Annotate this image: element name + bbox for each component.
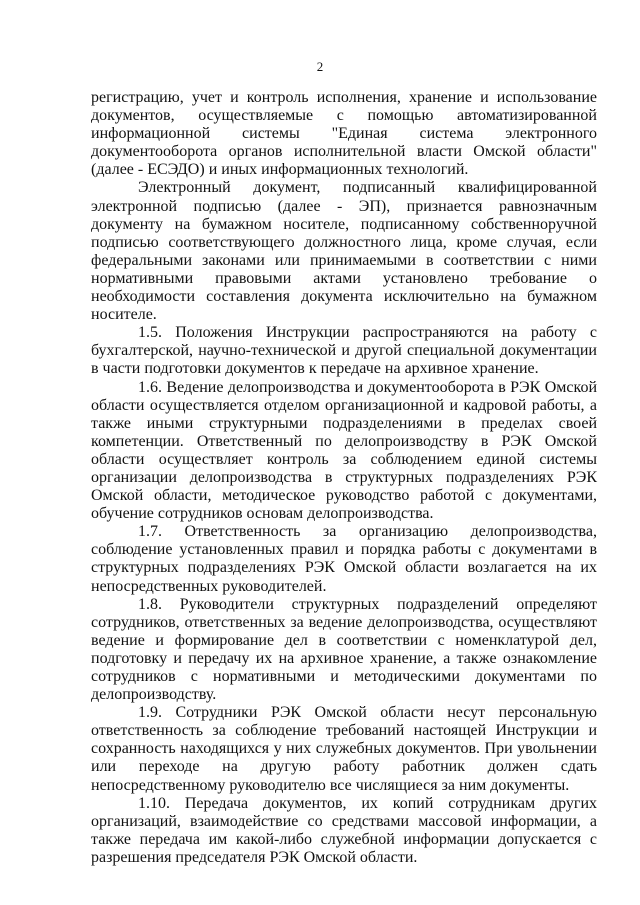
- paragraph-1-6: 1.6. Ведение делопроизводства и документооборота в РЭК Омской области осуществляется отделом организационной и кадровой работы, а также иными структурными подразделениями в пределах своей компетенции. Ответственный по делопроизводству в РЭК Омской области осуществляет контроль за соблюдением единой системы организации делопроизводства в структурных подразделениях РЭК Омской области, методическое руководство работой с документами, обучение сотрудников основам делопроизводства.: [91, 378, 597, 523]
- paragraph-1-7: 1.7. Ответственность за организацию делопроизводства, соблюдение установленных правил и порядка работы с документами в структурных подразделениях РЭК Омской области возлагается на их непосредственных руководителей.: [91, 523, 597, 595]
- paragraph-1-8: 1.8. Руководители структурных подразделений определяют сотрудников, ответственных за ведение делопроизводства, осуществляют ведение и формирование дел в соответствии с номенклатурой дел, подготовку и передачу их на архивное хранение, а также ознакомление сотрудников с нормативными и методическими документами по делопроизводству.: [91, 595, 597, 704]
- paragraph-continuation: регистрацию, учет и контроль исполнения, хранение и использование документов, осуществляемые с помощью автоматизированной информационной системы "Единая система электронного документооборота органов исполнительной власти Омской области" (далее - ЕСЭДО) и иных информационных технологий.: [91, 89, 597, 179]
- document-body: [91, 89, 597, 867]
- page-number: 2: [316, 59, 324, 74]
- paragraph-1-9: 1.9. Сотрудники РЭК Омской области несут персональную ответственность за соблюдение требований настоящей Инструкции и сохранность находящихся у них служебных документов. При увольнении или переходе на другую работу работник должен сдать непосредственному руководителю все числящиеся за ним документы.: [91, 704, 597, 794]
- paragraph-electronic-document: Электронный документ, подписанный квалифицированной электронной подписью (далее - ЭП), признается равнозначным документу на бумажном носителе, подписанному собственноручной подписью соответствующего должностного лица, кроме случая, если федеральными законами или принимаемыми в соответствии с ними нормативными правовыми актами установлено требование о необходимости составления документа исключительно на бумажном носителе.: [91, 179, 597, 324]
- paragraph-1-10: 1.10. Передача документов, их копий сотрудникам других организаций, взаимодействие со средствами массовой информации, а также передача им какой-либо служебной информации допускается с разрешения председателя РЭК Омской области.: [91, 794, 597, 866]
- paragraph-1-5: 1.5. Положения Инструкции распространяются на работу с бухгалтерской, научно-технической и другой специальной документации в части подготовки документов к передаче на архивное хранение.: [91, 324, 597, 378]
